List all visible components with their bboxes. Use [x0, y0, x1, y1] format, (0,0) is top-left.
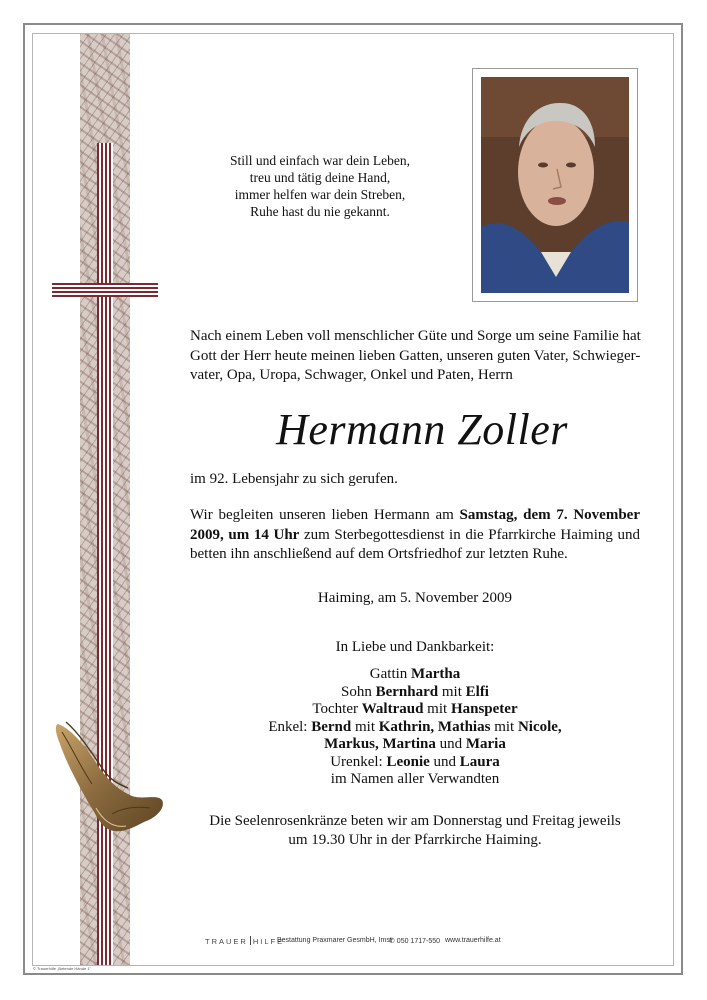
age-line: im 92. Lebensjahr zu sich gerufen. — [190, 471, 398, 487]
rosary-line: Die Seelenrosenkränze beten wir am Donnerstag und Freitag jeweils — [209, 813, 621, 829]
family-member-name: Waltraud — [361, 701, 424, 717]
connector-text: mit — [423, 701, 451, 717]
poem-line: treu und tätig deine Hand, — [249, 170, 391, 185]
relation-label: Sohn — [341, 683, 376, 700]
praying-hands-icon — [52, 718, 168, 838]
rosary-announcement — [190, 812, 640, 850]
portrait-photo — [481, 77, 629, 293]
family-member-name: Martha — [411, 666, 461, 682]
funeral-line — [190, 506, 640, 526]
family-member-name: Elfi — [465, 683, 489, 700]
family-member-name: Laura — [459, 753, 500, 770]
relation-label: Enkel: — [268, 718, 312, 735]
poem-line: Still und einfach war dein Leben, — [230, 153, 410, 168]
funeral-time: 2009, um 14 Uhr — [190, 526, 300, 543]
family-grandchildren — [190, 719, 640, 737]
website-link[interactable]: www.trauerhilfe.at — [445, 937, 501, 944]
connector-text: und — [429, 753, 460, 770]
family-widow — [190, 666, 640, 684]
gratitude-line: In Liebe und Dankbarkeit: — [335, 639, 495, 655]
family-member-name: Nicole, — [517, 718, 562, 735]
relation-label: Urenkel: — [330, 753, 387, 770]
copyright-note: © Trauerhilfe „Betende Hände 1" — [33, 966, 91, 971]
family-member-name: Kathrin, Mathias — [378, 718, 491, 735]
logo-text: HILFE — [252, 937, 285, 946]
connector-text: mit — [490, 718, 518, 735]
funeral-date: Samstag, dem 7. November — [459, 507, 640, 523]
intro-line: Nach einem Leben voll menschlicher Güte und Sorge um seine Familie hat — [190, 328, 641, 344]
family-son — [190, 684, 640, 702]
family-member-name: Maria — [465, 736, 506, 752]
family-member-name: Bernhard — [375, 683, 439, 700]
funeral-line: betten ihn anschließend auf dem Ortsfriedhof zur letzten Ruhe. — [190, 546, 568, 562]
intro-line: Gott der Herr heute meinen lieben Gatten, unseren guten Vater, Schwieger- — [190, 347, 641, 364]
funeral-text: Wir begleiten unseren lieben Hermann am — [190, 507, 460, 523]
family-great-grandchildren — [190, 754, 640, 772]
announcement-intro — [190, 327, 640, 386]
intro-line: vater, Opa, Uropa, Schwager, Onkel und Paten, Herrn — [190, 367, 513, 383]
trauerhilfe-logo — [205, 936, 284, 946]
connector-text: und — [435, 736, 466, 752]
funeral-details — [190, 506, 640, 565]
family-member-name: Markus, Martina — [324, 736, 436, 752]
phone-number: ✆ 050 1717-550 — [389, 938, 441, 945]
funeral-text: zum Sterbegottesdienst in die Pfarrkirche Haiming und — [299, 526, 641, 543]
relation-label: Tochter — [312, 701, 362, 717]
connector-text: mit — [351, 718, 379, 735]
place-and-date: Haiming, am 5. November 2009 — [317, 590, 513, 606]
rosary-line: um 19.30 Uhr in der Pfarrkirche Haiming. — [288, 832, 542, 848]
footer — [205, 936, 525, 950]
funeral-line — [190, 526, 640, 546]
logo-separator — [250, 936, 251, 945]
cross-vertical-beam — [97, 143, 113, 965]
deceased-name: Hermann Zoller — [276, 405, 568, 454]
poem-line: immer helfen war dein Streben, — [234, 187, 406, 202]
relation-label: Gattin — [369, 666, 412, 682]
family-member-name: Bernd — [311, 718, 352, 735]
family-list — [190, 666, 640, 789]
family-member-name: Leonie — [386, 753, 430, 770]
family-daughter — [190, 701, 640, 719]
cross-horizontal-beam — [52, 283, 158, 297]
family-grandchildren-cont — [190, 736, 640, 754]
logo-text: TRAUER — [205, 937, 248, 946]
connector-text: mit — [438, 683, 466, 700]
company-name: Bestattung Praxmarer GesmbH, Imst — [277, 937, 392, 944]
memorial-poem — [200, 152, 440, 220]
poem-line: Ruhe hast du nie gekannt. — [250, 204, 390, 219]
family-relatives: im Namen aller Verwandten — [330, 771, 500, 787]
family-member-name: Hanspeter — [450, 701, 518, 717]
